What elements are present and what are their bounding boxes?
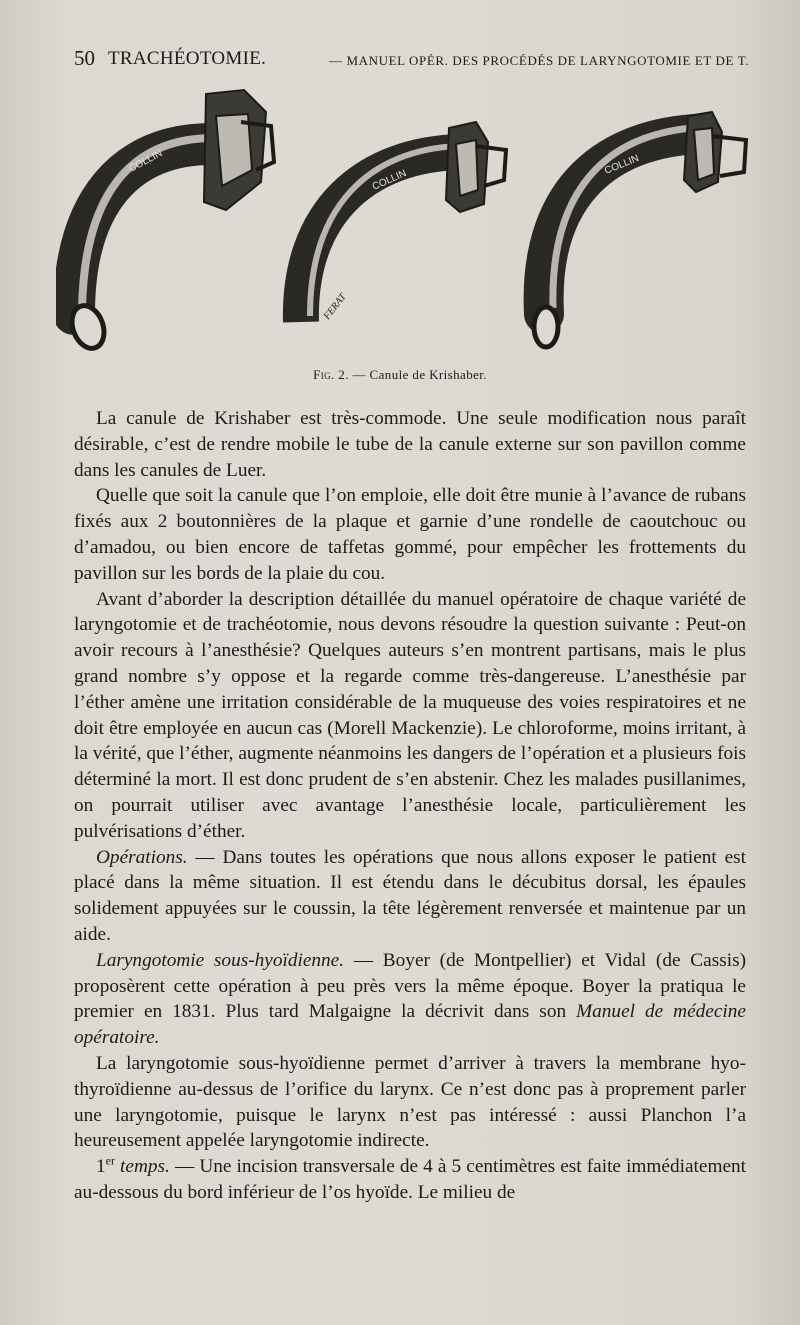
paragraph: Opérations. — Dans toutes les opérations que nous allons exposer le patient est placé dans la même situation. Il est étendu dans le décubitus dorsal, les épaules solidement appuyées sur le coussin, la tête légèrement renversée et maintenue par un aide. xyxy=(74,846,746,945)
figure-caption xyxy=(0,367,800,383)
paragraph: La canule de Krishaber est très-commode. Une seule modification nous paraît désirable, c’est de rendre mobile le tube de la canule externe sur son pavillon comme dans les canules de Luer. xyxy=(74,408,746,481)
cannula-illustration xyxy=(56,82,756,372)
cannula-3 xyxy=(534,112,746,347)
tube-label: COLLIN xyxy=(127,147,165,175)
paragraph: Avant d’aborder la description détaillée du manuel opératoire de chaque variété de laryngotomie et de trachéotomie, nous devons résoudre la question suivante : Peut-on avoir recours à l’anesthésie? Quelques auteurs s’en montrent partisans, mais le plus grand nombre s’y oppose et la regarde comme très-dangereuse. L’anesthésie par l’éther amène une irritation considérable de la muqueuse des voies respiratoires et ne doit être employée en aucun cas (Morell Mackenzie). Le chloroforme, moins irritant, à la vérité, que l’éther, augmente néanmoins les dangers de l’opération et a plusieurs fois déterminé la mort. Il est donc prudent de s’en abstenir. Chez les malades pusillanimes, on pourrait utiliser avec avantage l’anesthésie locale, particulièrement les pulvérisations d’éther. xyxy=(74,588,746,842)
paragraph: La laryngotomie sous-hyoïdienne permet d’arriver à travers la membrane hyo-thyroïdienne au-dessus de l’orifice du larynx. Ce n’est donc pas à proprement parler une laryngotomie, puisque le larynx n’est pas intéressé : aussi Planchon l’a heureusement appelée laryngotomie indirecte. xyxy=(74,1052,746,1152)
paragraph: 1er temps. — Une incision transversale de 4 à 5 centimètres est faite immédiatement au-dessous du bord inférieur de l’os hyoïde. Le milieu de xyxy=(74,1153,747,1203)
header-subtitle: — MANUEL OPÉR. DES PROCÉDÉS DE LARYNGOTOMIE ET DE T. xyxy=(329,53,750,68)
page-number: 50 xyxy=(74,46,95,70)
header-title: TRACHÉOTOMIE. xyxy=(108,48,267,69)
tube-label: COLLIN xyxy=(603,153,641,177)
tube-label: COLLIN xyxy=(370,167,409,193)
paragraph: Quelle que soit la canule que l’on emploie, elle doit être munie à l’avance de rubans fixés aux 2 boutonnières de la plaque et garnie d’une rondelle de caoutchouc ou d’amadou, ou bien encore de taffetas gommé, pour empêcher les frottements du pavillon sur les bords de la plaie du cou. xyxy=(74,485,746,584)
figure-label: Fig. 2. xyxy=(313,367,349,382)
running-header xyxy=(74,46,750,76)
figure-caption-text: — Canule de Krishaber. xyxy=(352,367,487,382)
book-title: Manuel de médecine opératoire. xyxy=(74,1001,746,1049)
body-text xyxy=(74,406,746,1206)
paragraph: Laryngotomie sous-hyoïdienne. — Boyer (de Montpellier) et Vidal (de Cassis) proposèrent cette opération à peu près vers la même époque. Boyer la pratiqua le premier en 1831. Plus tard Malgaigne la décrivit dans son Manuel de médecine opératoire. xyxy=(74,949,746,1049)
section-lead: Opérations. xyxy=(96,846,188,868)
cannula-2 xyxy=(301,122,506,323)
cannula-1 xyxy=(66,90,274,353)
engraver-signature: FERAT xyxy=(321,291,349,322)
section-lead: Laryngotomie sous-hyoïdienne. xyxy=(96,949,345,971)
section-lead: temps. xyxy=(114,1156,170,1178)
